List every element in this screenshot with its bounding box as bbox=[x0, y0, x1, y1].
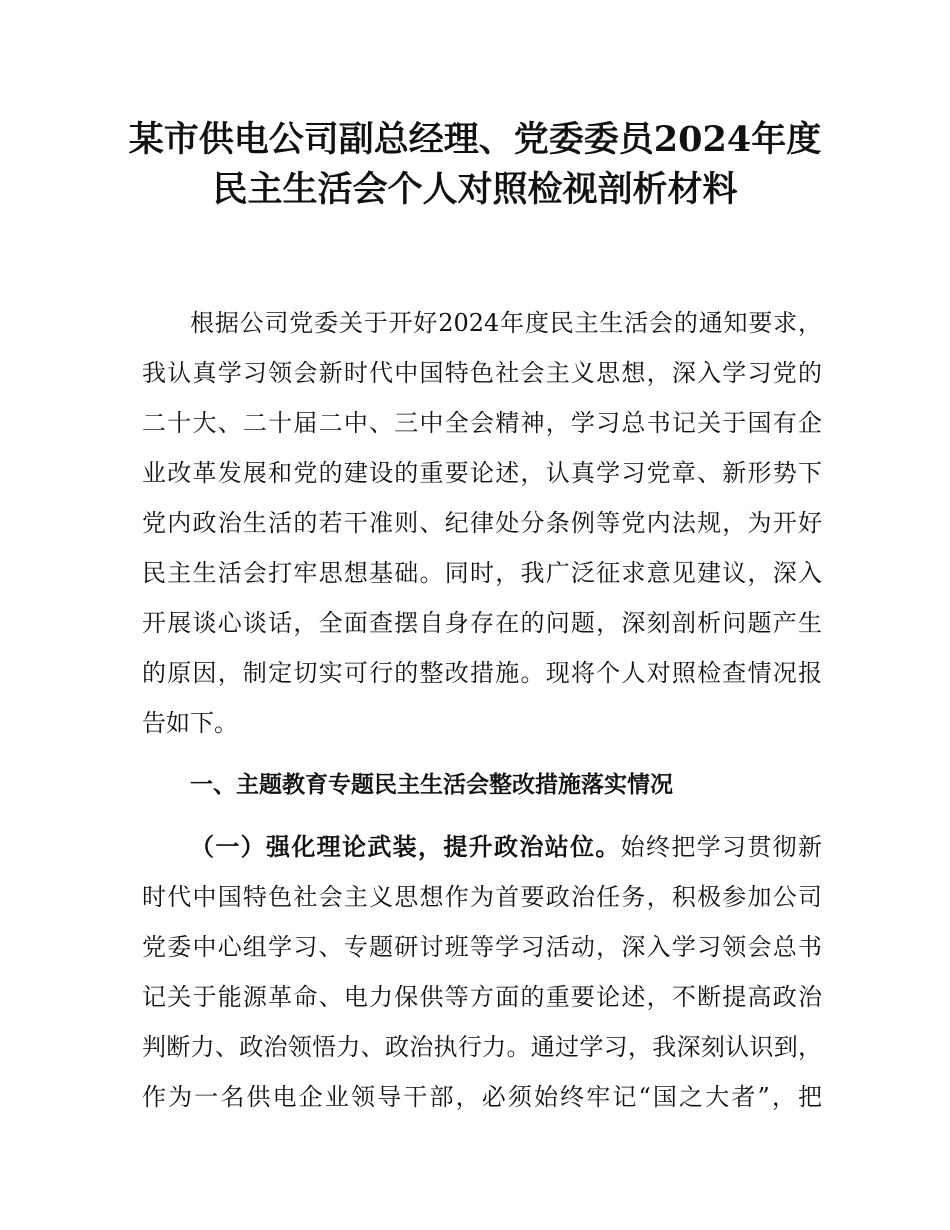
subsection-1-first-rest: 始终把学习贯彻新 bbox=[620, 833, 823, 861]
subsection-1-line: 党委中心组学习、专题研讨班等学习活动，深入学习领会总书 bbox=[142, 933, 822, 961]
subsection-1-line: 判断力、政治领悟力、政治执行力。通过学习，我深刻认识到， bbox=[142, 1033, 822, 1061]
intro-paragraph-line: 我认真学习领会新时代中国特色社会主义思想，深入学习党的 bbox=[142, 359, 822, 387]
subsection-1-line: 记关于能源革命、电力保供等方面的重要论述，不断提高政治 bbox=[142, 983, 822, 1011]
intro-paragraph-line: 民主生活会打牢思想基础。同时，我广泛征求意见建议，深入 bbox=[142, 559, 822, 587]
intro-paragraph-line: 的原因，制定切实可行的整改措施。现将个人对照检查情况报 bbox=[142, 659, 822, 687]
intro-paragraph-line: 开展谈心谈话，全面查摆自身存在的问题，深刻剖析问题产生 bbox=[142, 609, 822, 637]
intro-paragraph-line: 告如下。 bbox=[142, 709, 238, 737]
subsection-1-line: 时代中国特色社会主义思想作为首要政治任务，积极参加公司 bbox=[142, 883, 822, 911]
subsection-1-first-line bbox=[190, 831, 822, 863]
section-1-heading: 一、主题教育专题民主生活会整改措施落实情况 bbox=[190, 772, 673, 798]
subsection-1-line: 作为一名供电企业领导干部，必须始终牢记“国之大者”，把 bbox=[142, 1083, 822, 1111]
document-title-line-1: 某市供电公司副总经理、党委委员2024年度 bbox=[128, 119, 822, 160]
subsection-1-lead: （一）强化理论武装，提升政治站位。 bbox=[190, 833, 621, 861]
intro-paragraph-line: 业改革发展和党的建设的重要论述，认真学习党章、新形势下 bbox=[142, 459, 822, 487]
intro-paragraph-line: 党内政治生活的若干准则、纪律处分条例等党内法规，为开好 bbox=[142, 509, 822, 537]
document-title-line-2: 民主生活会个人对照检视剖析材料 bbox=[212, 169, 738, 210]
intro-paragraph-line: 二十大、二十届二中、三中全会精神，学习总书记关于国有企 bbox=[142, 409, 822, 437]
intro-paragraph-line: 根据公司党委关于开好2024年度民主生活会的通知要求， bbox=[190, 309, 822, 337]
